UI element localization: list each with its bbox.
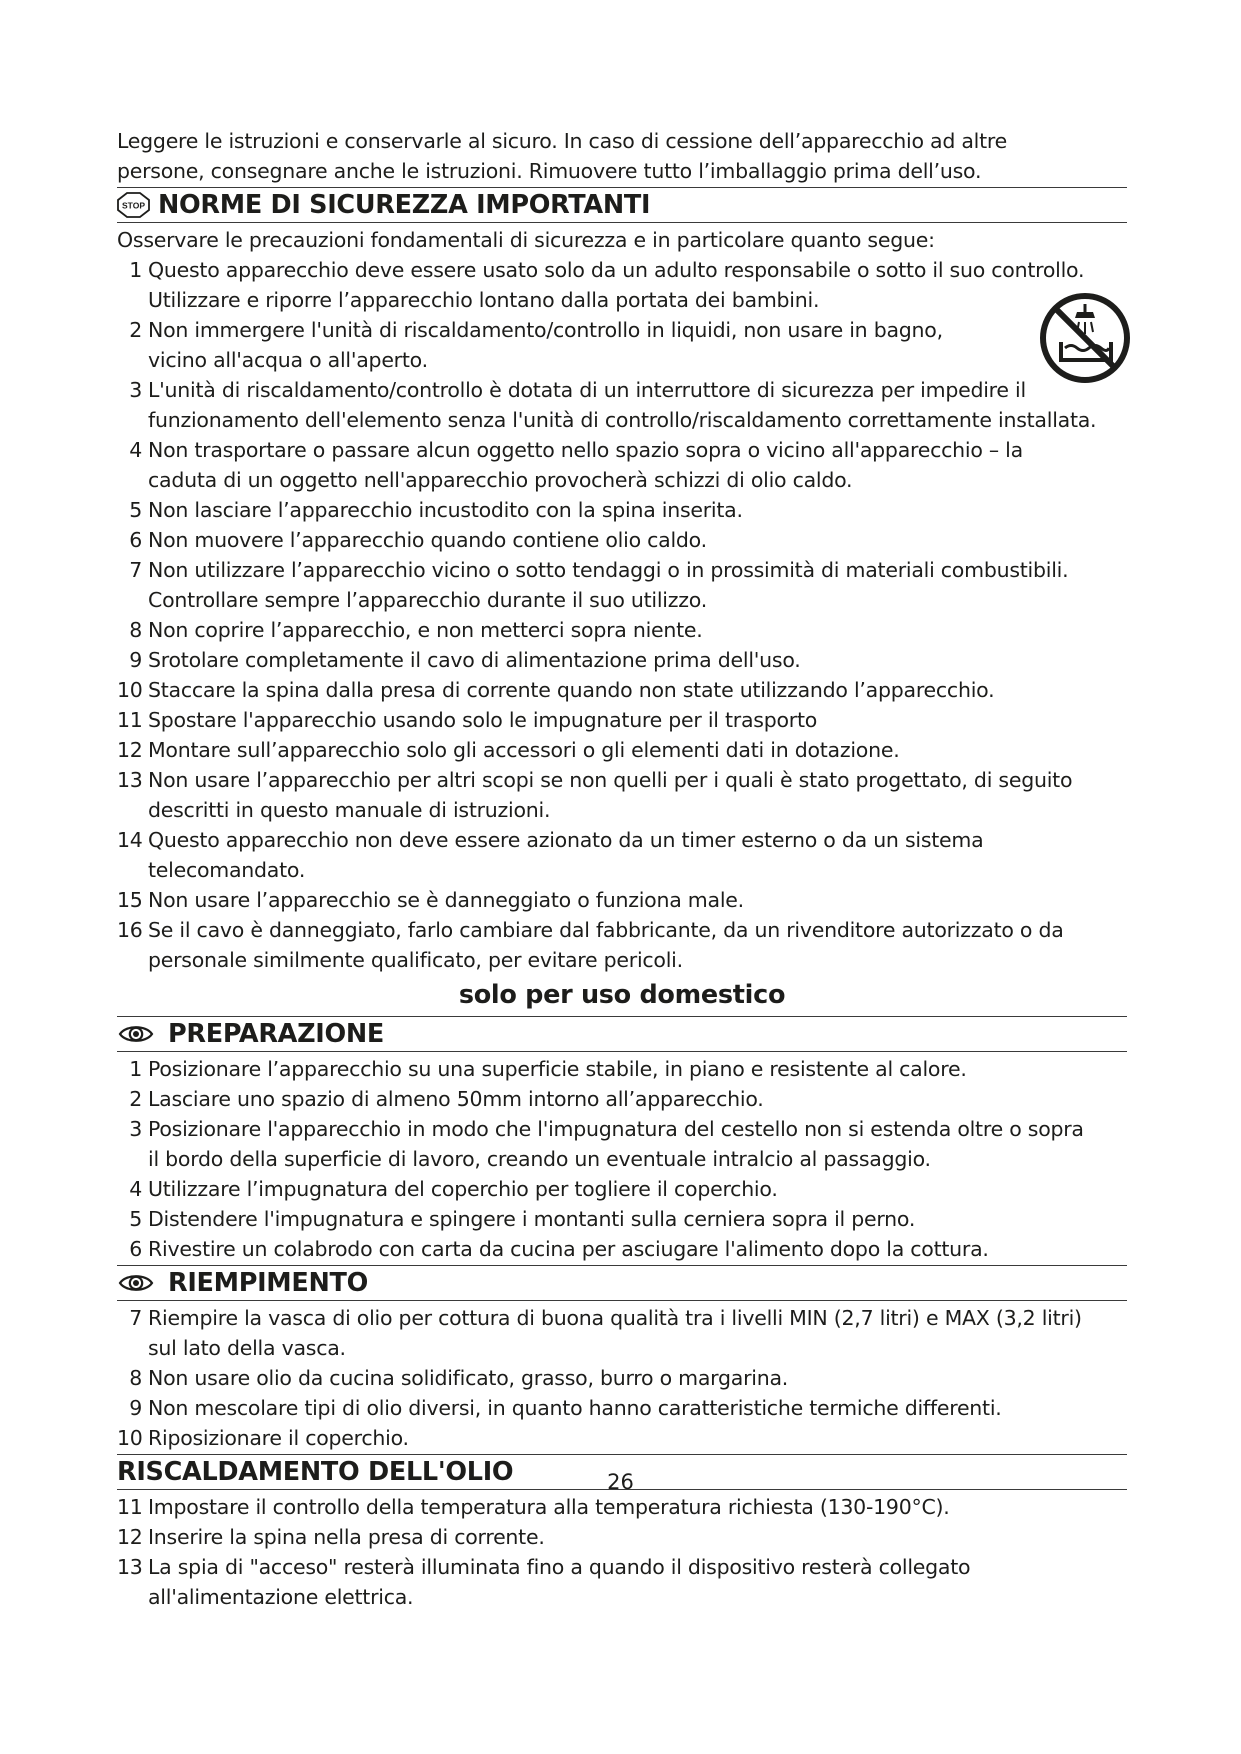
list-item (117, 675, 1127, 705)
item-text: Utilizzare l’impugnatura del coperchio per togliere il coperchio. (148, 1177, 778, 1201)
item-text: Posizionare l’apparecchio su una superficie stabile, in piano e resistente al calore. (148, 1057, 967, 1081)
riempimento-list (117, 1303, 1127, 1453)
list-item-continuation (117, 945, 1127, 975)
item-text: personale similmente qualificato, per evitare pericoli. (148, 948, 683, 972)
item-text: Posizionare l'apparecchio in modo che l'impugnatura del cestello non si estenda oltre o sopra (148, 1117, 1084, 1141)
item-text: Riempire la vasca di olio per cottura di buona qualità tra i livelli MIN (2,7 litri) e MAX (3,2 litri) (148, 1306, 1082, 1330)
list-item-continuation (117, 1582, 1127, 1612)
item-number: 6 (129, 528, 142, 552)
list-item (117, 495, 1127, 525)
list-item-continuation (117, 585, 1127, 615)
item-text: Riposizionare il coperchio. (148, 1426, 409, 1450)
item-text: Spostare l'apparecchio usando solo le impugnature per il trasporto (148, 708, 818, 732)
safety-list (117, 255, 1127, 975)
item-number: 13 (117, 1555, 143, 1579)
riscaldamento-title: RISCALDAMENTO DELL'OLIO (117, 1457, 514, 1487)
item-number: 3 (129, 1117, 142, 1141)
item-number: 16 (117, 918, 143, 942)
item-text: Non usare l’apparecchio se è danneggiato o funziona male. (148, 888, 744, 912)
item-number: 9 (129, 1396, 142, 1420)
list-item (117, 1363, 1127, 1393)
list-item-continuation (117, 285, 1127, 315)
list-item (117, 1054, 1127, 1084)
item-text: Controllare sempre l’apparecchio durante il suo utilizzo. (148, 588, 707, 612)
list-item-continuation (117, 1144, 1127, 1174)
item-number: 15 (117, 888, 143, 912)
list-item (117, 1552, 1127, 1582)
item-text: Inserire la spina nella presa di corrente. (148, 1525, 545, 1549)
list-item (117, 555, 1127, 585)
item-text: Non usare olio da cucina solidificato, grasso, burro o margarina. (148, 1366, 789, 1390)
list-item (117, 315, 1127, 345)
item-text: caduta di un oggetto nell'apparecchio provocherà schizzi di olio caldo. (148, 468, 853, 492)
item-text: Non lasciare l’apparecchio incustodito con la spina inserita. (148, 498, 743, 522)
list-item (117, 1234, 1127, 1264)
list-item (117, 825, 1127, 855)
item-text: Non utilizzare l’apparecchio vicino o sotto tendaggi o in prossimità di materiali combustibili. (148, 558, 1069, 582)
preparazione-title: PREPARAZIONE (168, 1019, 385, 1049)
item-number: 8 (129, 618, 142, 642)
item-number: 11 (117, 708, 143, 732)
item-text: Non usare l’apparecchio per altri scopi se non quelli per i quali è stato progettato, di seguito (148, 768, 1073, 792)
item-text: Staccare la spina dalla presa di corrente quando non state utilizzando l’apparecchio. (148, 678, 995, 702)
item-number: 13 (117, 768, 143, 792)
list-item-continuation (117, 405, 1127, 435)
item-number: 5 (129, 1207, 142, 1231)
list-item (117, 1204, 1127, 1234)
item-number: 12 (117, 1525, 143, 1549)
list-item (117, 375, 1127, 405)
item-number: 12 (117, 738, 143, 762)
safety-title: NORME DI SICUREZZA IMPORTANTI (158, 190, 651, 220)
item-text: Questo apparecchio non deve essere azionato da un timer esterno o da un sistema (148, 828, 984, 852)
item-text: Se il cavo è danneggiato, farlo cambiare dal fabbricante, da un rivenditore autorizzato o da (148, 918, 1064, 942)
list-item-continuation (117, 795, 1127, 825)
item-text: Srotolare completamente il cavo di alimentazione prima dell'uso. (148, 648, 801, 672)
list-item (117, 525, 1127, 555)
item-number: 9 (129, 648, 142, 672)
item-number: 5 (129, 498, 142, 522)
item-text: descritti in questo manuale di istruzioni. (148, 798, 551, 822)
list-item (117, 1174, 1127, 1204)
intro-line-2: persone, consegnare anche le istruzioni. Rimuovere tutto l’imballaggio prima dell’uso. (117, 159, 982, 183)
stop-icon (117, 192, 150, 218)
item-text: vicino all'acqua o all'aperto. (148, 348, 428, 372)
item-text: il bordo della superficie di lavoro, creando un eventuale intralcio al passaggio. (148, 1147, 931, 1171)
item-number: 14 (117, 828, 143, 852)
no-bathing-icon (1037, 290, 1133, 386)
domestic-use-note: solo per uso domestico (458, 980, 786, 1010)
item-number: 3 (129, 378, 142, 402)
item-number: 11 (117, 1495, 143, 1519)
list-item-continuation (117, 465, 1127, 495)
list-item (117, 615, 1127, 645)
item-number: 6 (129, 1237, 142, 1261)
item-text: telecomandato. (148, 858, 306, 882)
safety-heading (117, 187, 1127, 223)
list-item-continuation (117, 855, 1127, 885)
item-text: Lasciare uno spazio di almeno 50mm intorno all’apparecchio. (148, 1087, 764, 1111)
list-item (117, 705, 1127, 735)
intro-line-1: Leggere le istruzioni e conservarle al sicuro. In caso di cessione dell’apparecchio ad altre (117, 129, 1007, 153)
item-text: all'alimentazione elettrica. (148, 1585, 414, 1609)
item-number: 2 (129, 318, 142, 342)
eye-icon (118, 1023, 154, 1045)
item-text: funzionamento dell'elemento senza l'unità di controllo/riscaldamento correttamente installata. (148, 408, 1097, 432)
riempimento-title: RIEMPIMENTO (168, 1268, 369, 1298)
item-number: 7 (129, 558, 142, 582)
item-text: Non trasportare o passare alcun oggetto nello spazio sopra o vicino all'apparecchio – la (148, 438, 1023, 462)
item-text: Distendere l'impugnatura e spingere i montanti sulla cerniera sopra il perno. (148, 1207, 916, 1231)
preparazione-list (117, 1054, 1127, 1264)
item-number: 4 (129, 438, 142, 462)
list-item (117, 255, 1127, 285)
item-text: Non mescolare tipi di olio diversi, in quanto hanno caratteristiche termiche differenti. (148, 1396, 1002, 1420)
preparazione-heading (117, 1016, 1127, 1052)
eye-icon (118, 1272, 154, 1294)
list-item (117, 1492, 1127, 1522)
item-text: Montare sull’apparecchio solo gli accessori o gli elementi dati in dotazione. (148, 738, 900, 762)
list-item-continuation (117, 345, 1127, 375)
list-item-continuation (117, 1333, 1127, 1363)
item-number: 10 (117, 1426, 143, 1450)
item-text: L'unità di riscaldamento/controllo è dotata di un interruttore di sicurezza per impedire il (148, 378, 1026, 402)
item-text: Non coprire l’apparecchio, e non metterci sopra niente. (148, 618, 703, 642)
item-number: 7 (129, 1306, 142, 1330)
item-text: Impostare il controllo della temperatura alla temperatura richiesta (130-190°C). (148, 1495, 950, 1519)
item-text: Non muovere l’apparecchio quando contiene olio caldo. (148, 528, 707, 552)
item-text: Questo apparecchio deve essere usato solo da un adulto responsabile o sotto il suo controllo. (148, 258, 1085, 282)
list-item (117, 645, 1127, 675)
list-item (117, 1303, 1127, 1333)
item-number: 2 (129, 1087, 142, 1111)
list-item (117, 885, 1127, 915)
list-item (117, 1084, 1127, 1114)
stop-icon-label: STOP (122, 200, 145, 211)
item-text: La spia di "acceso" resterà illuminata fino a quando il dispositivo resterà collegato (148, 1555, 971, 1579)
page-number: 26 (607, 1470, 634, 1494)
item-text: sul lato della vasca. (148, 1336, 346, 1360)
item-number: 10 (117, 678, 143, 702)
riscaldamento-list (117, 1492, 1127, 1612)
list-item (117, 1423, 1127, 1453)
item-number: 8 (129, 1366, 142, 1390)
item-number: 4 (129, 1177, 142, 1201)
item-text: Rivestire un colabrodo con carta da cucina per asciugare l'alimento dopo la cottura. (148, 1237, 989, 1261)
item-text: Utilizzare e riporre l’apparecchio lontano dalla portata dei bambini. (148, 288, 820, 312)
list-item (117, 735, 1127, 765)
list-item (117, 435, 1127, 465)
list-item (117, 1393, 1127, 1423)
manual-page (117, 126, 1127, 1612)
item-text: Non immergere l'unità di riscaldamento/controllo in liquidi, non usare in bagno, (148, 318, 943, 342)
list-item (117, 1114, 1127, 1144)
riempimento-heading (117, 1265, 1127, 1301)
item-number: 1 (129, 258, 142, 282)
list-item (117, 765, 1127, 795)
list-item (117, 1522, 1127, 1552)
safety-lead: Osservare le precauzioni fondamentali di sicurezza e in particolare quanto segue: (117, 228, 935, 252)
item-number: 1 (129, 1057, 142, 1081)
list-item (117, 915, 1127, 945)
